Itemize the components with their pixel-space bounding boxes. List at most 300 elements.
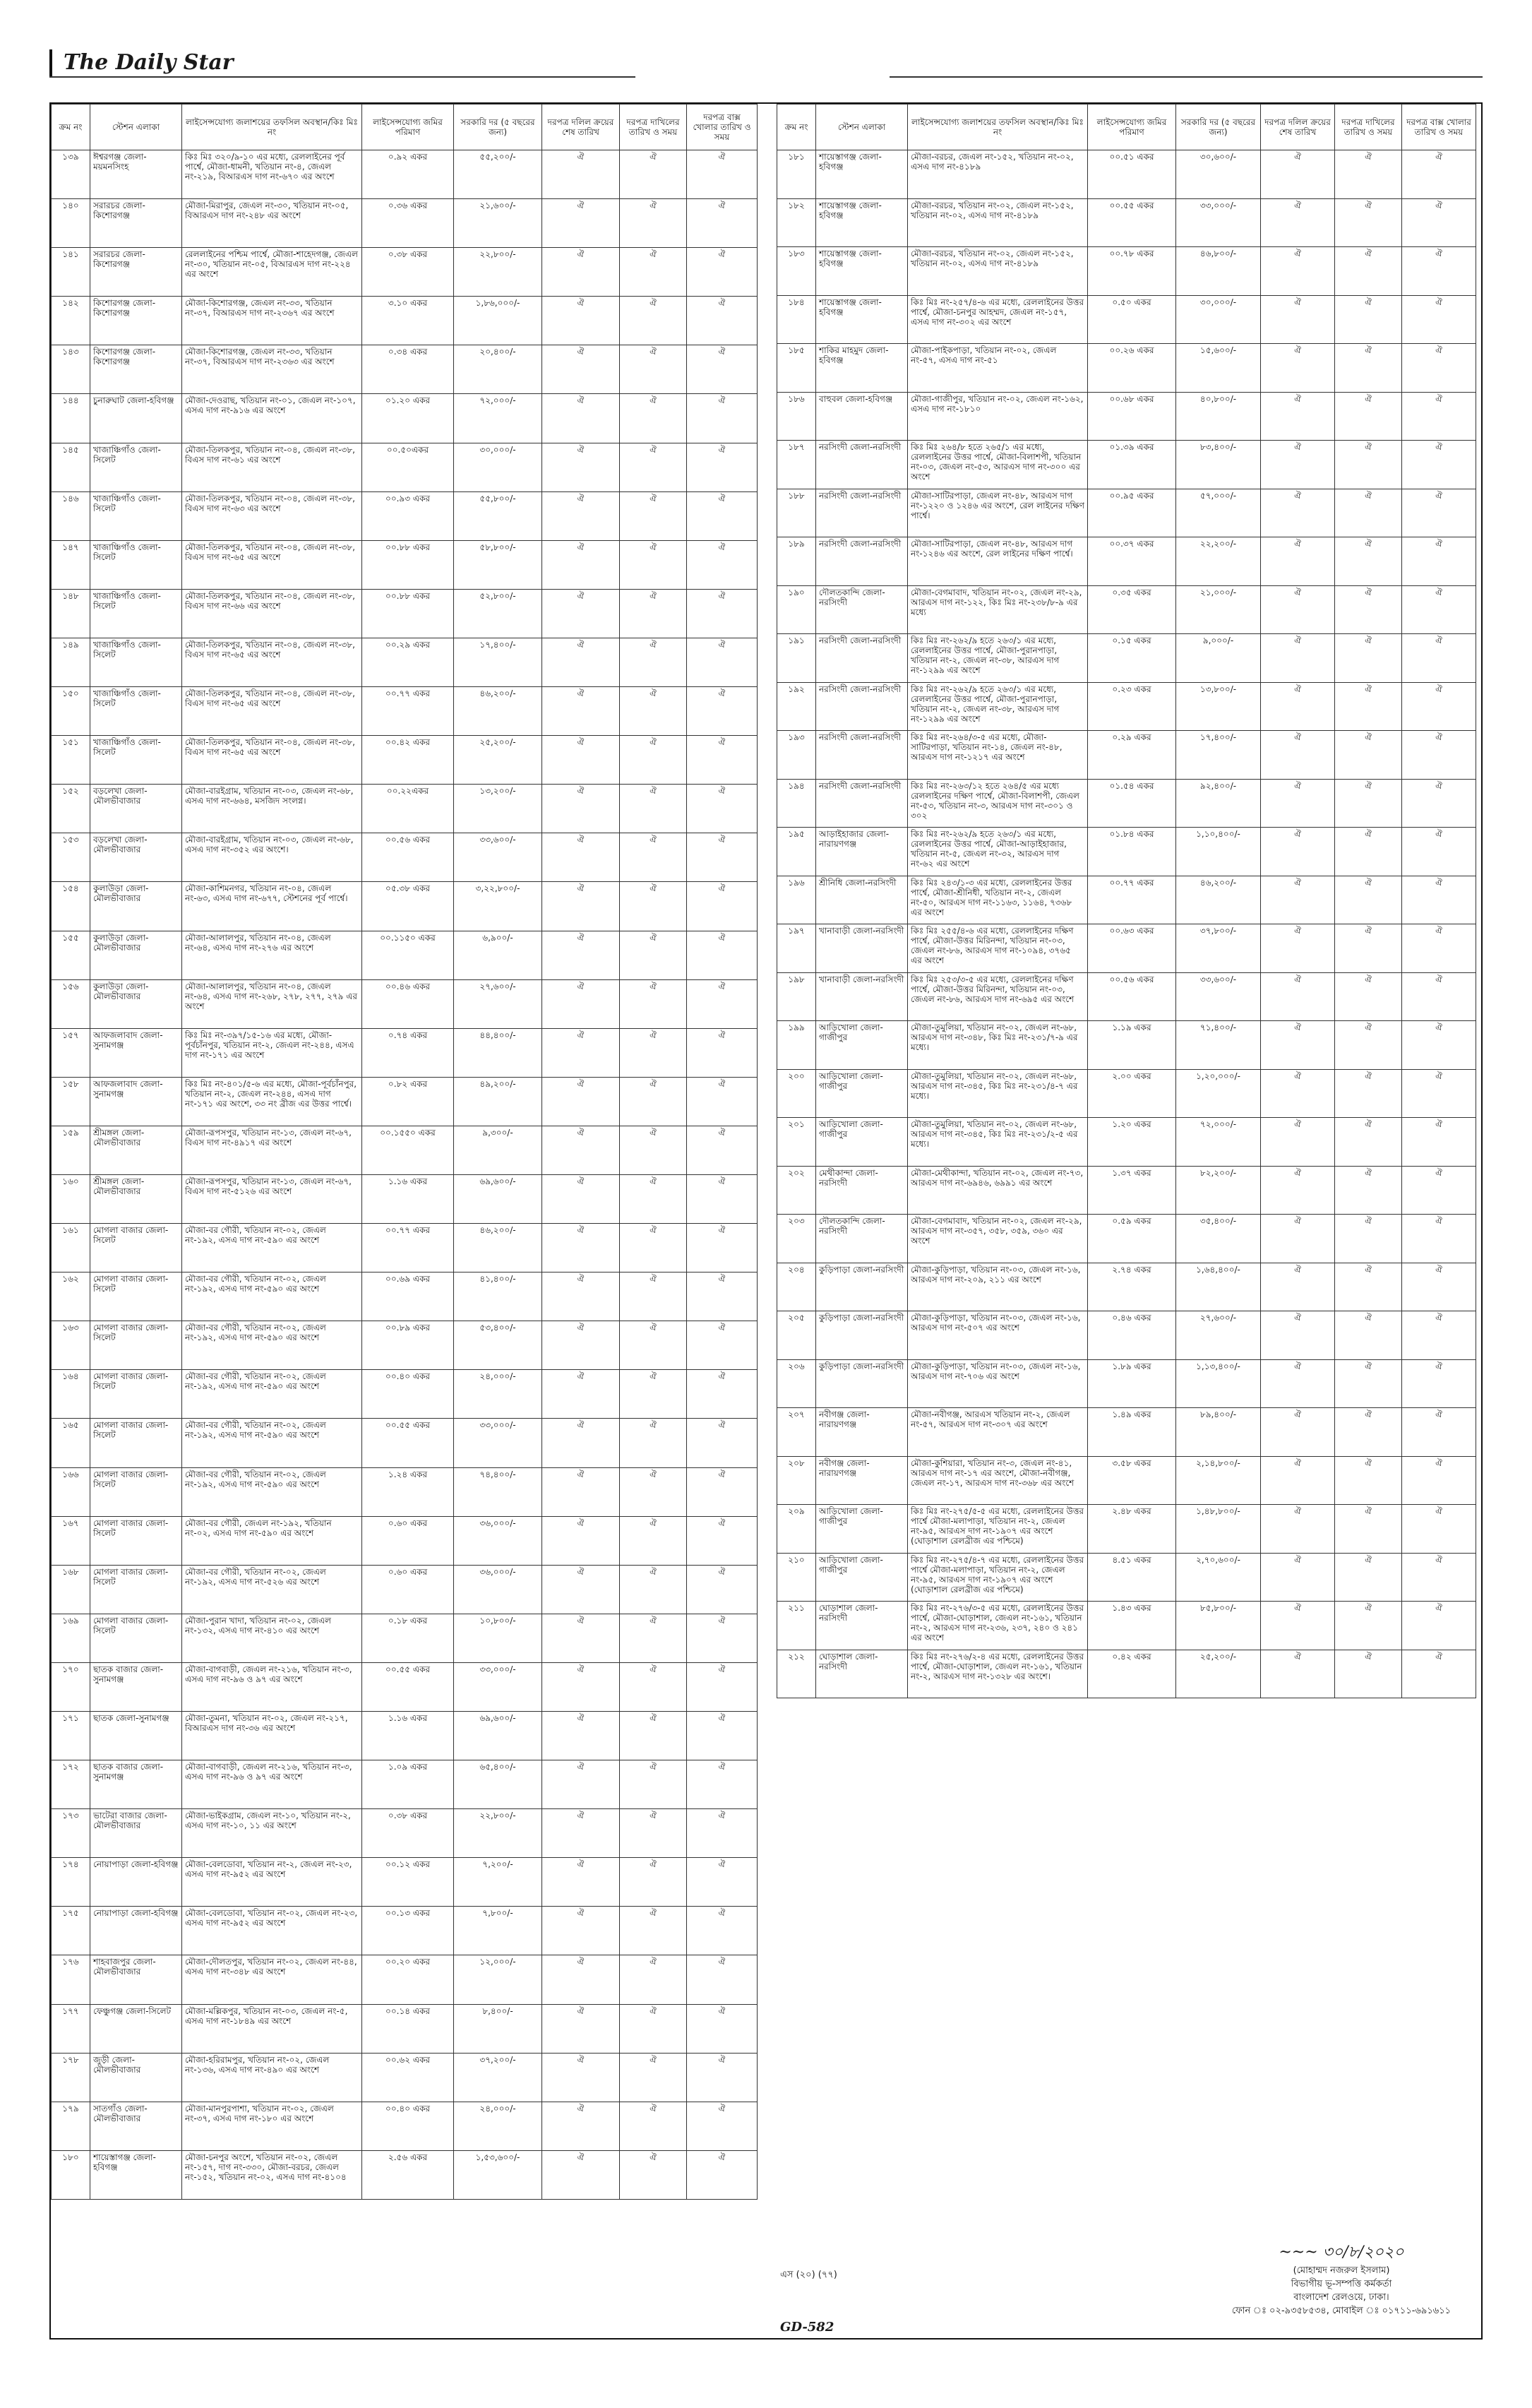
sale-date-cell: ঐ [542,297,620,345]
rate-cell: ৩৬,০০০/- [454,1565,542,1614]
station-cell: খাজাঞ্চিগাঁও জেলা-সিলেট [90,491,182,540]
details-cell: মৌজা-বাগবাড়ী, জেএল নং-২১৬, খতিয়ান নং-৩, এসএ দাগ নং-৯৬ ও ৯৭ এর অংশে [182,1662,362,1711]
table-row [52,1077,758,1126]
submit-date-cell: ঐ [620,736,687,785]
station-cell: শায়েস্তাগঞ্জ জেলা-হবিগঞ্জ [816,198,908,247]
details-cell: মৌজা-তিলকপুর, খতিয়ান নং-০৪, জেএল নং-৩৮, বিএস দাগ নং-৬৫ এর অংশে [182,736,362,785]
area-cell: ০০.১৩ একর [362,1907,454,1955]
area-cell: ১.১৬ একর [362,1174,454,1223]
area-cell: ১.২০ একর [1088,1118,1176,1167]
rate-cell: ২২,২০০/- [1176,537,1261,586]
station-cell: ঘোড়াশাল জেলা-নরসিংদী [816,1602,908,1650]
sale-date-cell: ঐ [542,1224,620,1272]
submit-date-cell: ঐ [1335,441,1402,489]
rate-cell: ২০,৪০০/- [454,345,542,394]
station-cell: নরসিংদী জেলা-নরসিংদী [816,634,908,683]
open-date-cell: ঐ [687,638,758,686]
serial-cell: ২০০ [777,1069,816,1118]
serial-cell: ২০৫ [777,1311,816,1360]
station-cell: মোগলা বাজার জেলা-সিলেট [90,1321,182,1370]
details-cell: কিঃ মিঃ ৩২০/৯-১০ এর মধ্যে, রেললাইনের পূর্ব পার্শ্বে, মৌজা-ধামনী, খতিয়ান নং-৪, জেএল নং-২১৯, বিআরএস দাগ নং-৬৭০ এর অংশে [182,150,362,199]
submit-date-cell: ঐ [620,248,687,297]
signature-block [1214,2243,1468,2318]
open-date-cell: ঐ [687,687,758,736]
submit-date-cell: ঐ [1335,1215,1402,1263]
details-cell: মৌজা-বারইগ্রাম, খতিয়ান নং-০৩, জেএল নং-৬৮, এসএ দাগ নং-৩৫২ এর অংশে। [182,833,362,882]
header-rule-right [890,76,1483,78]
table-row [777,150,1476,199]
serial-cell: ১৫৬ [52,979,90,1028]
station-cell: ছাতক বাজার জেলা-সুনামগঞ্জ [90,1662,182,1711]
table-row [52,1760,758,1809]
rate-cell: ১৩,২০০/- [454,785,542,833]
open-date-cell: ঐ [687,1614,758,1662]
table-row [777,1118,1476,1167]
area-cell: ২.৭৪ একর [1088,1263,1176,1311]
table-row [52,394,758,443]
open-date-cell: ঐ [687,1028,758,1077]
area-cell: ১.০৯ একর [362,1760,454,1809]
details-cell: মৌজা-তুমুলিয়া, খতিয়ান নং-০২, জেএল নং-৬৮, আরএস দাগ নং-৩৪৮, কিঃ মিঃ নং-২৩১/৭-৯ এর মধ্যে। [908,1021,1088,1070]
table-row [777,876,1476,924]
details-cell: মৌজা-কুড়িপাড়া, খতিয়ান নং-০৩, জেএল নং-১৬, আরএস দাগ নং-২০৯, ২১১ এর অংশে [908,1263,1088,1311]
serial-cell: ১৯৫ [777,828,816,876]
rate-cell: ১৭,৪০০/- [454,638,542,686]
open-date-cell: ঐ [1402,247,1476,296]
open-date-cell: ঐ [687,1224,758,1272]
sale-date-cell: ঐ [542,882,620,931]
sale-date-cell: ঐ [1261,682,1335,731]
sale-date-cell: ঐ [542,1809,620,1858]
details-cell: কিঃ মিঃ ২৪৩/১-৩ এর মধ্যে, রেললাইনের উত্তর পার্শ্বে, মৌজা-শ্রীনিধী, খতিয়ান নং-২, জেএল নং-৫০, আরএস দাগ নং-১১৬৩, ১১৬৪, ৭৩৬৮ এর অংশে [908,876,1088,924]
station-cell: নরসিংদী জেলা-নরসিংদী [816,441,908,489]
submit-date-cell: ঐ [620,394,687,443]
rate-cell: ২২,৮০০/- [454,1809,542,1858]
submit-date-cell: ঐ [620,833,687,882]
station-cell: নরসিংদী জেলা-নরসিংদী [816,682,908,731]
sale-date-cell: ঐ [1261,1505,1335,1554]
submit-date-cell: ঐ [620,1565,687,1614]
serial-cell: ১৯৪ [777,779,816,828]
open-date-cell: ঐ [1402,295,1476,344]
area-cell: ০০.২২একর [362,785,454,833]
sale-date-cell: ঐ [1261,1166,1335,1215]
details-cell: মৌজা-বরচর, খতিয়ান নং-০২, জেএল নং-১৫২, খতিয়ান নং-০২, এসএ দাগ নং-৪১৮৯ [908,247,1088,296]
station-cell: সরারচর জেলা-কিশোরগঞ্জ [90,248,182,297]
submit-date-cell: ঐ [620,540,687,589]
sale-date-cell: ঐ [1261,489,1335,537]
table-row [52,931,758,979]
station-cell: সরারচর জেলা-কিশোরগঞ্জ [90,199,182,248]
rate-cell: ৬৯,৬০০/- [454,1712,542,1760]
open-date-cell: ঐ [1402,876,1476,924]
area-cell: ০০.৪২ একর [362,736,454,785]
sale-date-cell: ঐ [1261,1408,1335,1457]
serial-cell: ১৮০ [52,2150,90,2199]
details-cell: মৌজা-কিশোরগঞ্জ, জেএল নং-৩৩, খতিয়ান নং-৩৭, বিআরএস দাগ নং-২৩৬৭ এর অংশে [182,297,362,345]
open-date-cell: ঐ [687,2102,758,2150]
rate-cell: ৩৫,৪০০/- [1176,1215,1261,1263]
open-date-cell: ঐ [687,199,758,248]
submit-date-cell: ঐ [1335,1650,1402,1698]
sale-date-cell: ঐ [542,2004,620,2053]
rate-cell: ৬৫,৪০০/- [454,1760,542,1809]
station-cell: মোগলা বাজার জেলা-সিলেট [90,1370,182,1419]
serial-cell: ২০৬ [777,1359,816,1408]
serial-cell: ১৯১ [777,634,816,683]
area-cell: ০০.৫৬ একর [362,833,454,882]
serial-cell: ১৪৬ [52,491,90,540]
details-cell: মৌজা-তুমুলিয়া, খতিয়ান নং-০২, জেএল নং-৬৮, আরএস দাগ নং-৩৪৫, কিঃ মিঃ নং-২৩১/৪-৭ এর মধ্যে। [908,1069,1088,1118]
table-row [52,736,758,785]
sale-date-cell: ঐ [1261,1602,1335,1650]
open-date-cell: ঐ [1402,489,1476,537]
serial-cell: ১৭২ [52,1760,90,1809]
area-cell: ০০.৩৭ একর [1088,537,1176,586]
submit-date-cell: ঐ [1335,1456,1402,1505]
serial-cell: ১৯৩ [777,731,816,780]
header-sale-date: দরপত্র দলিল ক্রয়ের শেষ তারিখ [542,105,620,150]
header-details: লাইসেন্সযোগ্য জলাশয়ের তফসিল অবস্থান/কিঃ মিঃ নং [908,105,1088,150]
station-cell: কিশোরগঞ্জ জেলা-কিশোরগঞ্জ [90,297,182,345]
sale-date-cell: ঐ [1261,972,1335,1021]
sale-date-cell: ঐ [1261,731,1335,780]
sale-date-cell: ঐ [542,1126,620,1174]
submit-date-cell: ঐ [1335,1118,1402,1167]
serial-cell: ১৪২ [52,297,90,345]
serial-cell: ১৫৭ [52,1028,90,1077]
details-cell: মৌজা-আলালপুর, খতিয়ান নং-০৪, জেএল নং-৬৪, এসএ দাগ নং-২৬৮, ২৭৮, ২৭৭, ২৭৯ এর অংশে [182,979,362,1028]
details-cell: মৌজা-গাজীপুর, খতিয়ান নং-০২, জেএল নং-১৬২, এসএ দাগ নং-১৮১০ [908,392,1088,441]
submit-date-cell: ঐ [620,589,687,638]
sale-date-cell: ঐ [1261,585,1335,634]
table-row [777,1263,1476,1311]
area-cell: ০.৩৫ একর [1088,585,1176,634]
submit-date-cell: ঐ [1335,682,1402,731]
details-cell: কিঃ মিঃ নং-৩৯৭/১৫-১৬ এর মধ্যে, মৌজা-পূর্বচাঁনপুর, খতিয়ান নং-২, জেএল নং-২৪৪, এসএ দাগ নং-১৭১ এর অংশে [182,1028,362,1077]
rate-cell: ৩৩,৬০০/- [1176,972,1261,1021]
open-date-cell: ঐ [687,833,758,882]
rate-cell: ১,৫৩,৬০০/- [454,2150,542,2199]
submit-date-cell: ঐ [1335,1166,1402,1215]
details-cell: কিঃ মিঃ নং-২৬২/৯ হতে ২৬৩/১ এর মধ্যে, রেললাইনের উত্তর পার্শ্বে, মৌজা-পুরানপাড়া, খতিয়ান নং-২, জেএল নং-৩৮, আরএস দাগ নং-১২৯৯ এর অংশে [908,682,1088,731]
rate-cell: ৮৩,৪০০/- [1176,441,1261,489]
serial-cell: ১৮৬ [777,392,816,441]
table-row [52,638,758,686]
table-row [52,1955,758,2004]
submit-date-cell: ঐ [620,1272,687,1321]
sale-date-cell: ঐ [1261,828,1335,876]
table-row [52,1614,758,1662]
area-cell: ০৫.৩৮ একর [362,882,454,931]
station-cell: খাজাঞ্চিগাঁও জেলা-সিলেট [90,687,182,736]
rate-cell: ৩৩,০০০/- [454,1419,542,1467]
details-cell: মৌজা-বরচর, খতিয়ান নং-০২, জেএল নং-১৫২, খতিয়ান নং-০২, এসএ দাগ নং-৪১৮৯ [908,198,1088,247]
rate-cell: ৩,২২,৮০০/- [454,882,542,931]
station-cell: নবীগঞ্জ জেলা-নারায়ণগঞ্জ [816,1408,908,1457]
serial-cell: ১৬১ [52,1224,90,1272]
rate-cell: ৪৪,৪০০/- [454,1028,542,1077]
serial-cell: ১৯০ [777,585,816,634]
open-date-cell: ঐ [687,1174,758,1223]
table-row [777,295,1476,344]
open-date-cell: ঐ [687,589,758,638]
sale-date-cell: ঐ [1261,1021,1335,1070]
serial-cell: ১৪৭ [52,540,90,589]
station-cell: নরসিংদী জেলা-নরসিংদী [816,779,908,828]
table-row [52,1419,758,1467]
table-row [777,392,1476,441]
station-cell: কুলাউড়া জেলা-মৌলভীবাজার [90,882,182,931]
open-date-cell: ঐ [687,785,758,833]
submit-date-cell: ঐ [620,1516,687,1565]
details-cell: মৌজা-দেওরাছ, খতিয়ান নং-০১, জেএল নং-১০৭, এসএ দাগ নং-৯১৬ এর অংশে [182,394,362,443]
details-cell: মৌজা-বর গৌরী, খতিয়ান নং-০২, জেএল নং-১৯২, এসএ দাগ নং-৫৯০ এর অংশে [182,1467,362,1516]
area-cell: ১.১৬ একর [362,1712,454,1760]
submit-date-cell: ঐ [620,1809,687,1858]
submit-date-cell: ঐ [620,199,687,248]
area-cell: ০.১৮ একর [362,1614,454,1662]
submit-date-cell: ঐ [1335,537,1402,586]
signer-title: বিভাগীয় ভূ-সম্পত্তি কর্মকর্তা [1291,2279,1392,2289]
station-cell: কুলাউড়া জেলা-মৌলভীবাজার [90,931,182,979]
submit-date-cell: ঐ [1335,344,1402,393]
lease-table-left [51,104,758,2200]
serial-cell: ১৩৯ [52,150,90,199]
sale-date-cell: ঐ [1261,1553,1335,1602]
area-cell: ০০.৫১ একর [1088,150,1176,199]
details-cell: মৌজা-তিলকপুর, খতিয়ান নং-০৪, জেএল নং-৩৮, বিএস দাগ নং-৬৬ এর অংশে [182,589,362,638]
station-cell: জুড়ী জেলা-মৌলভীবাজার [90,2053,182,2102]
rate-cell: ১,৪৮,৮০০/- [1176,1505,1261,1554]
station-cell: চুনারুঘাট জেলা-হবিগঞ্জ [90,394,182,443]
details-cell: কিঃ মিঃ ২৫৫/৪-৬ এর মধ্যে, রেললাইনের দক্ষিণ পার্শ্বে, মৌজা-উত্তর মিরিনন্দা, খতিয়ান নং-০৩, জেএল নং-৮৬, আরএস দাগ নং-১০৯৪, ৩৭৬৫ এর অংশে [908,924,1088,973]
sale-date-cell: ঐ [542,687,620,736]
submit-date-cell: ঐ [620,297,687,345]
details-cell: মৌজা-মল্লিকপুর, খতিয়ান নং-০৩, জেএল নং-৫, এসএ দাগ নং-১৮৪৯ এর অংশে [182,2004,362,2053]
serial-cell: ১৪৩ [52,345,90,394]
open-date-cell: ঐ [1402,392,1476,441]
area-cell: ০০.৮৮ একর [362,540,454,589]
table-row [777,972,1476,1021]
rate-cell: ৬,৯০০/- [454,931,542,979]
area-cell: ০০.৪০ একর [362,2102,454,2150]
serial-cell: ২১০ [777,1553,816,1602]
sale-date-cell: ঐ [1261,1359,1335,1408]
sale-date-cell: ঐ [542,589,620,638]
details-cell: কিঃ মিঃ নং-২৫৭/৪-৬ এর মধ্যে, রেললাইনের উত্তর পার্শ্বে, মৌজা-চনপুর আহম্মদ, জেএল নং-১৫৭, এসএ দাগ নং-৩০২ এর অংশে [908,295,1088,344]
area-cell: ০১.২০ একর [362,394,454,443]
station-cell: দৌলতকান্দি জেলা-নরসিংদী [816,1215,908,1263]
details-cell: মৌজা-কুড়িপাড়া, খতিয়ান নং-০৩, জেএল নং-১৬, আরএস দাগ নং-৭০৬ এর অংশে [908,1359,1088,1408]
details-cell: কিঃ মিঃ নং-৪০১/৫-৬ এর মধ্যে, মৌজা-পূর্বচাঁনপুর, খতিয়ান নং-২, জেএল নং-২৪৪, এসএ দাগ নং-১৭১ এর অংশে, ৩৩ নং ব্রীজ এর উত্তর পার্শ্বে। [182,1077,362,1126]
details-cell: কিঃ মিঃ নং-২৭৬/৩-৫ এর মধ্যে, রেললাইনের উত্তর পার্শ্বে, মৌজা-ঘোড়াশাল, জেএল নং-১৬১, খতিয়ান নং-২, আরএস দাগ নং-২৩৬, ২৩৭, ২৪০ ও ২৪১ এর অংশে [908,1602,1088,1650]
rate-cell: ৭১,৪০০/- [1176,1021,1261,1070]
submit-date-cell: ঐ [620,1614,687,1662]
details-cell: মৌজা-সাটিরপাড়া, জেএল নং-৪৮, আরএস দাগ নং-১২২০ ও ১২৪৬ এর অংশে, রেল লাইনের দক্ষিণ পার্শ্বে। [908,489,1088,537]
open-date-cell: ঐ [1402,924,1476,973]
signer-name: (মোহাম্মদ নজরুল ইসলাম) [1293,2265,1390,2276]
rate-cell: ৫২,৮০০/- [454,589,542,638]
station-cell: শাকির মাহমুদ জেলা-হবিগঞ্জ [816,344,908,393]
submit-date-cell: ঐ [1335,295,1402,344]
station-cell: ছাতক বাজার জেলা-সুনামগঞ্জ [90,1760,182,1809]
rate-cell: ৩৩,০০০/- [1176,198,1261,247]
signer-phone: ফোন ঃ ০২-৯৩৫৮৫৩৪, মোবাইল ঃ ০১৭১১-৬৯১৬১১ [1231,2306,1452,2316]
area-cell: ০.২৯ একর [1088,731,1176,780]
open-date-cell: ঐ [687,1809,758,1858]
serial-cell: ১৬৩ [52,1321,90,1370]
area-cell: ০.৩৬ একর [362,199,454,248]
submit-date-cell: ঐ [1335,1602,1402,1650]
submit-date-cell: ঐ [1335,1021,1402,1070]
open-date-cell: ঐ [1402,537,1476,586]
header-rate: সরকারি দর (৫ বছরের জন্য) [1176,105,1261,150]
open-date-cell: ঐ [1402,1602,1476,1650]
area-cell: ০০.৯৫ একর [1088,489,1176,537]
table-row [52,979,758,1028]
newspaper-logo: The Daily Star [64,50,234,75]
details-cell: মৌজা-বর গৌরী, খতিয়ান নং-০২, জেএল নং-১৯২, এসএ দাগ নং-৫৯০ এর অংশে [182,1370,362,1419]
area-cell: ০০.৫০একর [362,443,454,491]
serial-cell: ১৬৭ [52,1516,90,1565]
rate-cell: ৪৬,৮০০/- [1176,247,1261,296]
open-date-cell: ঐ [1402,441,1476,489]
left-column [51,104,757,2200]
table-row [777,489,1476,537]
serial-cell: ১৬৮ [52,1565,90,1614]
serial-cell: ২০৯ [777,1505,816,1554]
serial-cell: ১৭০ [52,1662,90,1711]
area-cell: ০.৩৮ একর [362,1809,454,1858]
submit-date-cell: ঐ [1335,972,1402,1021]
station-cell: মেথীকান্দা জেলা-নরসিংদী [816,1166,908,1215]
rate-cell: ৩৬,০০০/- [454,1516,542,1565]
area-cell: ০০.৫৫ একর [362,1662,454,1711]
open-date-cell: ঐ [687,1467,758,1516]
serial-cell: ১৮৮ [777,489,816,537]
table-row [52,2102,758,2150]
open-date-cell: ঐ [687,1516,758,1565]
table-row [52,1809,758,1858]
rate-cell: ৩০,০০০/- [1176,295,1261,344]
station-cell: শায়েস্তাগঞ্জ জেলা-হবিগঞ্জ [816,295,908,344]
area-cell: ০০.৭৭ একর [362,1224,454,1272]
open-date-cell: ঐ [687,297,758,345]
area-cell: ০.৫৯ একর [1088,1215,1176,1263]
table-row [777,1166,1476,1215]
sale-date-cell: ঐ [1261,150,1335,199]
submit-date-cell: ঐ [1335,489,1402,537]
serial-cell: ১৯৮ [777,972,816,1021]
open-date-cell: ঐ [687,1662,758,1711]
serial-cell: ১৬৫ [52,1419,90,1467]
rate-cell: ৫৫,২০০/- [454,150,542,199]
serial-cell: ১৪৯ [52,638,90,686]
serial-cell: ১৭৫ [52,1907,90,1955]
open-date-cell: ঐ [1402,1118,1476,1167]
sale-date-cell: ঐ [542,1712,620,1760]
sale-date-cell: ঐ [1261,1311,1335,1360]
details-cell: মৌজা-ভাইকগ্রাম, জেএল নং-১০, খতিয়ান নং-২, এসএ দাগ নং-১০, ১১ এর অংশে [182,1809,362,1858]
details-cell: মৌজা-বর গৌরী, খতিয়ান নং-০২, জেএল নং-১৯২, এসএ দাগ নং-৫৯০ এর অংশে [182,1419,362,1467]
open-date-cell: ঐ [687,1077,758,1126]
rate-cell: ৫৭,০০০/- [1176,489,1261,537]
table-row [777,1456,1476,1505]
area-cell: ০০.১২ একর [362,1858,454,1907]
details-cell: মৌজা-বাগবাড়ী, জেএল নং-২১৬, খতিয়ান নং-৩, এসএ দাগ নং-৯৬ ও ৯৭ এর অংশে [182,1760,362,1809]
header-area: লাইসেন্সযোগ্য জমির পরিমাণ [362,105,454,150]
details-cell: মৌজা-কুশিয়ারা, খতিয়ান নং-৩, জেএল নং-৪১, আরএস দাগ নং-১৭ এর অংশে, মৌজা-নবীগঞ্জ, জেএল নং-১৭, আরএস দাগ নং-৩৬৮ এর অংশে [908,1456,1088,1505]
station-cell: শ্রীমঙ্গল জেলা-মৌলভীবাজার [90,1126,182,1174]
submit-date-cell: ঐ [1335,924,1402,973]
sale-date-cell: ঐ [542,1174,620,1223]
open-date-cell: ঐ [1402,585,1476,634]
open-date-cell: ঐ [687,2004,758,2053]
sale-date-cell: ঐ [542,345,620,394]
details-cell: মৌজা-রূপসপুর, খতিয়ান নং-১৩, জেএল নং-৬৭, বিএস দাগ নং-৫১২৬ এর অংশে [182,1174,362,1223]
submit-date-cell: ঐ [1335,150,1402,199]
details-cell: মৌজা-তিলকপুর, খতিয়ান নং-০৪, জেএল নং-৩৮, বিএস দাগ নং-৬৫ এর অংশে [182,540,362,589]
station-cell: ঘোড়াশাল জেলা-নরসিংদী [816,1650,908,1698]
sale-date-cell: ঐ [1261,441,1335,489]
sale-date-cell: ঐ [542,1858,620,1907]
rate-cell: ৭,২০০/- [454,1858,542,1907]
details-cell: কিঃ মিঃ নং-২৬২/৯ হতে ২৬৩/১ এর মধ্যে, রেললাইনের উত্তর পার্শ্বে, মৌজা-পুরানপাড়া, খতিয়ান নং-২, জেএল নং-৩৮, আরএস দাগ নং-১২৯৯ এর অংশে [908,634,1088,683]
open-date-cell: ঐ [687,150,758,199]
area-cell: ০০.২০ একর [362,1955,454,2004]
table-row [52,443,758,491]
submit-date-cell: ঐ [1335,779,1402,828]
station-cell: বড়লেখা জেলা-মৌলভীবাজার [90,785,182,833]
station-cell: নোয়াপাড়া জেলা-হবিগঞ্জ [90,1907,182,1955]
open-date-cell: ঐ [1402,1311,1476,1360]
sale-date-cell: ঐ [542,491,620,540]
reference-code: এস (২০) (৭৭) [780,2270,837,2280]
station-cell: মোগলা বাজার জেলা-সিলেট [90,1516,182,1565]
details-cell: কিঃ মিঃ নং-২৭৫/৫-৫ এর মধ্যে, রেললাইনের উত্তর পার্শ্বে মৌজা-মলাপাড়া, খতিয়ান নং-২, জেএল নং-৯৫, আরএস দাগ নং-১৯০৭ এর অংশে (ঘোড়াশাল রেলব্রীজ এর পশ্চিমে) [908,1505,1088,1554]
area-cell: ০০.৯৩ একর [362,491,454,540]
table-row [777,247,1476,296]
sale-date-cell: ঐ [542,833,620,882]
rate-cell: ৩০,৬০০/- [1176,150,1261,199]
sale-date-cell: ঐ [1261,247,1335,296]
table-row [52,833,758,882]
table-row [777,537,1476,586]
details-cell: মৌজা-তিলকপুর, খতিয়ান নং-০৪, জেএল নং-৩৮, বিএস দাগ নং-৬৩ এর অংশে [182,491,362,540]
details-cell: মৌজা-বেগমাবাদ, খতিয়ান নং-০২, জেএল নং-২৯, আরএস দাগ নং-১২২, কিঃ মিঃ নং-২৩৮/৮-৯ এর মধ্যে [908,585,1088,634]
details-cell: মৌজা-কুড়িপাড়া, খতিয়ান নং-০৩, জেএল নং-১৬, আরএস দাগ নং-৫০৭ এর অংশে [908,1311,1088,1360]
serial-cell: ১৭৪ [52,1858,90,1907]
open-date-cell: ঐ [1402,1263,1476,1311]
header-submit-date: দরপত্র দাখিলের তারিখ ও সময় [620,105,687,150]
open-date-cell: ঐ [1402,682,1476,731]
submit-date-cell: ঐ [620,1712,687,1760]
open-date-cell: ঐ [1402,828,1476,876]
details-cell: মৌজা-পুরান খাদা, খতিয়ান নং-০২, জেএল নং-১৩২, এসএ দাগ নং-৪১০ এর অংশে [182,1614,362,1662]
rate-cell: ২৭,৬০০/- [1176,1311,1261,1360]
submit-date-cell: ঐ [1335,731,1402,780]
submit-date-cell: ঐ [1335,1359,1402,1408]
details-cell: মৌজা-দৌলতপুর, খতিয়ান নং-০২, জেএল নং-৪৪, এসএ দাগ নং-৩৪৮ এর অংশে [182,1955,362,2004]
area-cell: ০.৪৬ একর [1088,1311,1176,1360]
open-date-cell: ঐ [687,2053,758,2102]
area-cell: ০০.১৫৫০ একর [362,1126,454,1174]
submit-date-cell: ঐ [620,979,687,1028]
details-cell: কিঃ মিঃ ২৬৪/৮ হতে ২৬৫/১ এর মধ্যে, রেললাইনের উত্তর পার্শ্বে, মৌজা-বিলাশপী, খতিয়ান নং-০৩, জেএল নং-৫৩, আরএস দাগ নং-৩০০ এর অংশে [908,441,1088,489]
details-cell: মৌজা-হরিরামপুর, খতিয়ান নং-০২, জেএল নং-১৩৬, এসএ দাগ নং-৪৯০ এর অংশে [182,2053,362,2102]
station-cell: ফেঞ্চুগঞ্জ জেলা-সিলেট [90,2004,182,2053]
